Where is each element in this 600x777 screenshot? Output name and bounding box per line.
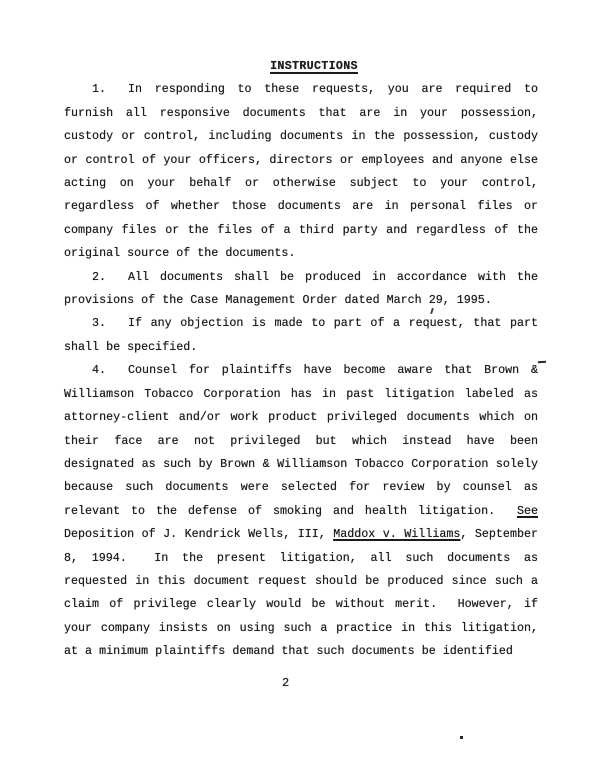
paragraph-4-number: 4.: [92, 363, 107, 378]
citation-signal: See: [516, 503, 538, 518]
document-title-text: INSTRUCTIONS: [270, 59, 358, 73]
scan-artifact-dot: [460, 736, 463, 739]
paragraph-3-number: 3.: [92, 316, 107, 331]
paragraph-1: [64, 78, 538, 265]
paragraph-3-text: If any objection is made to part of a request, that part shall be specified.: [64, 316, 538, 354]
paragraph-4: [64, 359, 538, 663]
paragraph-2-number: 2.: [92, 269, 107, 284]
paragraph-4-text-before-cite: Counsel for plaintiffs have become aware that Brown & Williamson Tobacco Corporation has in past litigation labeled as attorney-client and/or work product privileged documents which on their face are not privileged but which instead have been designated as such by Brown & Williamson Tobacco Corporation solely because such documents were selected for review by counsel as relevant to the defense of smoking and health litigation.: [64, 363, 538, 518]
paragraph-4-text-between: Deposition of J. Kendrick Wells, III,: [64, 527, 334, 542]
document-body: [64, 55, 538, 664]
case-citation: Maddox v. Williams: [333, 527, 461, 542]
paragraph-3: [64, 312, 538, 359]
document-title: [90, 55, 538, 78]
paragraph-2: [64, 266, 538, 313]
page-number: 2: [282, 676, 290, 690]
paragraph-2-text: All documents shall be produced in accordance with the provisions of the Case Management Order dated March 29, 1995.: [64, 269, 538, 308]
paragraph-4-text-after: , September 8, 1994. In the present litigation, all such documents as requested in this document request should be produced since such a claim of privilege clearly would be without merit. However, if your company insists on using such a practice in this litigation, at a minimum plaintiffs demand that such documents be identified: [64, 527, 538, 659]
paragraph-1-number: 1.: [92, 82, 107, 97]
scan-artifact-dash: [538, 361, 546, 363]
paragraph-1-text: In responding to these requests, you are required to furnish all responsive documents that are in your possession, custody or control, including documents in the possession, custody or control of your officers, directors or employees and anyone else acting on your behalf or otherwise subject to your control, regardless of whether those documents are in personal files or company files or the files of a third party and regardless of the original source of the documents.: [64, 82, 538, 261]
